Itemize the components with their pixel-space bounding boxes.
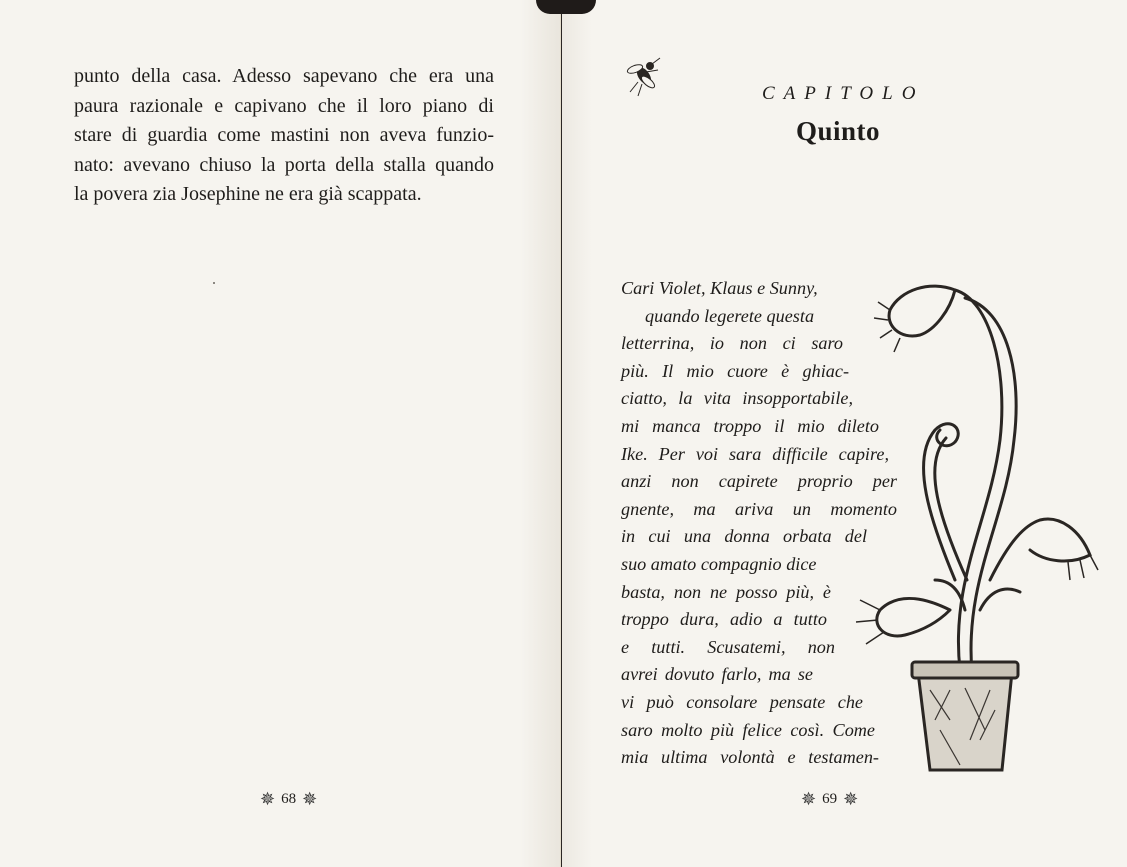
left-page	[0, 0, 561, 867]
letter-line: basta, non ne posso più, è	[621, 581, 831, 602]
letter-line: mia ultima volontà e testamen-	[621, 747, 879, 768]
paper-speck	[213, 282, 215, 284]
letter-line: ciatto, la vita insopportabile,	[621, 388, 853, 409]
venus-flytrap-illustration	[840, 280, 1100, 780]
text-line: nato: avevano chiuso la porta della stalla quando	[74, 153, 494, 176]
chapter-title: Quinto	[796, 116, 881, 146]
letter-line: anzi non capirete proprio per	[621, 471, 897, 492]
letter-line: mi manca troppo il mio dileto	[621, 415, 879, 436]
page-number: 69	[822, 790, 838, 807]
text-line: stare di guardia come mastini non aveva funzio-	[74, 124, 494, 147]
letter-line: più. Il mio cuore è ghiac-	[621, 360, 849, 381]
letter-line: letterrina, io non ci saro	[621, 333, 843, 354]
pinwheel-star-icon: ✵	[843, 789, 859, 809]
fly-icon	[624, 52, 664, 98]
left-page-text	[74, 62, 494, 210]
pinwheel-star-icon: ✵	[260, 789, 276, 809]
gutter-shadow	[520, 0, 560, 867]
letter-line: gnente, ma ariva un momento	[621, 498, 897, 519]
gutter-shadow	[562, 0, 592, 867]
letter-line: Cari Violet, Klaus e Sunny,	[621, 278, 818, 298]
text-line: paura razionale e capivano che il loro piano di	[74, 94, 494, 117]
letter-line: suo amato compagnio dice	[621, 553, 817, 574]
letter-line: avrei dovuto farlo, ma se	[621, 664, 813, 685]
spine-top	[536, 0, 596, 14]
pinwheel-star-icon: ✵	[801, 789, 817, 809]
page-number-right	[801, 790, 858, 808]
page-number-left	[260, 790, 317, 808]
letter-line: e tutti. Scusatemi, non	[621, 636, 835, 657]
letter-line: in cui una donna orbata del	[621, 526, 867, 547]
letter-line: Ike. Per voi sara difficile capire,	[621, 443, 889, 464]
letter-line: quando legerete questa	[645, 305, 815, 326]
letter-line: vi può consolare pensate che	[621, 691, 863, 712]
chapter-label: CAPITOLO	[762, 83, 925, 104]
text-line: punto della casa. Adesso sapevano che era una	[74, 65, 494, 87]
letter-line: troppo dura, adio a tutto	[621, 609, 827, 630]
text-line: la povera zia Josephine ne era già scappata.	[74, 183, 422, 206]
pinwheel-star-icon: ✵	[302, 789, 318, 809]
page-number: 68	[281, 790, 297, 807]
letter-line: saro molto più felice così. Come	[621, 719, 875, 740]
